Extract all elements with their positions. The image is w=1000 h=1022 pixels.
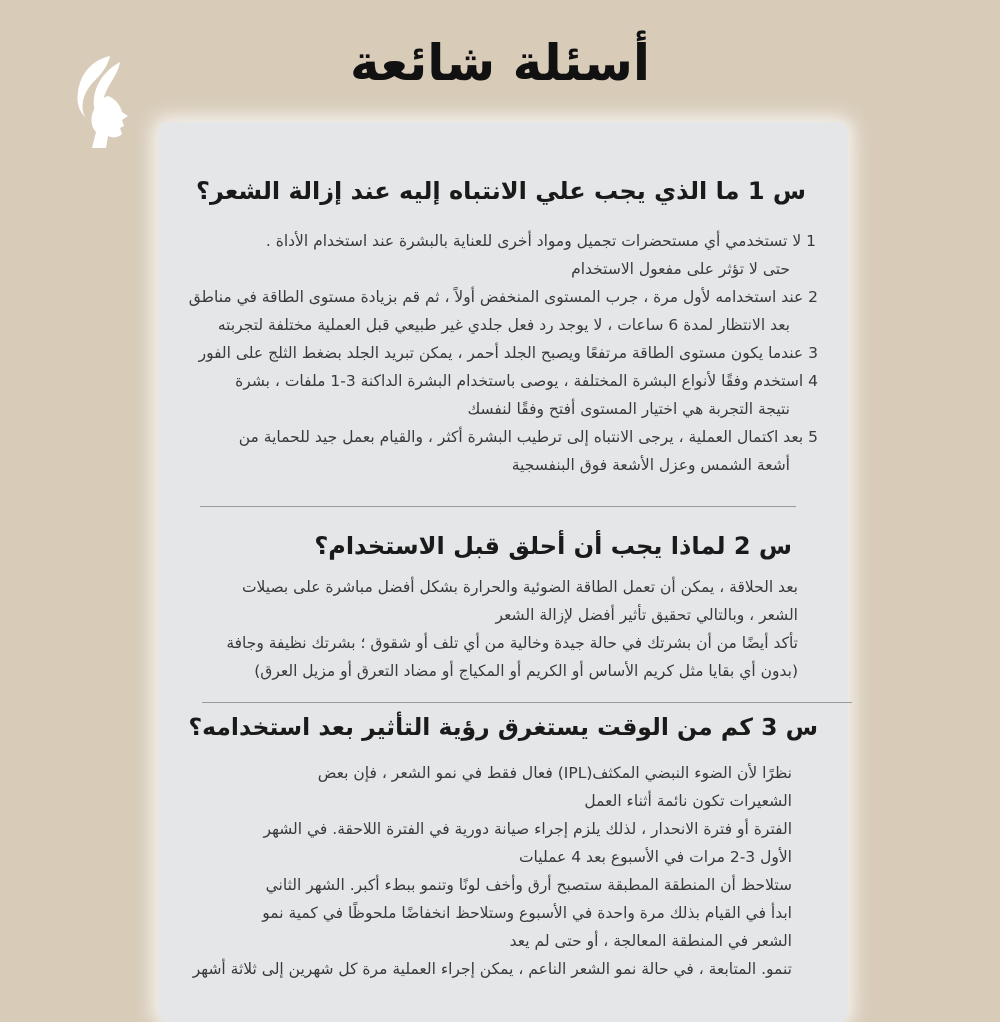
answer-line: 5 بعد اكتمال العملية ، يرجى الانتباه إلى ترطيب البشرة أكثر ، والقيام بعمل جيد للحماية من [238, 428, 818, 446]
answer-line: ابدأ في القيام بذلك مرة واحدة في الأسبوع وستلاحظ انخفاضًا ملحوظًا في كمية نمو [262, 904, 792, 922]
answer-line: حتى لا تؤثر على مفعول الاستخدام [571, 260, 790, 278]
answer-line: ستلاحظ أن المنطقة المطبقة ستصبح أرق وأخف لونًا وتنمو ببطء أكبر. الشهر الثاني [265, 876, 792, 894]
page-title: أسئلة شائعة [349, 34, 651, 92]
question-1-title: س 1 ما الذي يجب علي الانتباه إليه عند إزالة الشعر؟ [196, 177, 806, 205]
answer-line: الشعيرات تكون نائمة أثناء العمل [584, 792, 792, 810]
divider [202, 702, 852, 703]
answer-line: نظرًا لأن الضوء النبضي المكثف(IPL) فعال فقط في نمو الشعر ، فإن بعض [317, 764, 792, 782]
answer-line: تنمو. المتابعة ، في حالة نمو الشعر الناعم ، يمكن إجراء العملية مرة كل شهرين إلى ثلاثة أشهر [192, 960, 792, 978]
faq-card [158, 122, 848, 1022]
question-3-title: س 3 كم من الوقت يستغرق رؤية التأثير بعد استخدامه؟ [188, 713, 818, 741]
answer-line: الشعر في المنطقة المعالجة ، أو حتى لم يعد [509, 932, 792, 950]
answer-line: أشعة الشمس وعزل الأشعة فوق البنفسجية [511, 456, 790, 474]
answer-line: 3 عندما يكون مستوى الطاقة مرتفعًا ويصبح الجلد أحمر ، يمكن تبريد الجلد بضغط الثلج على الفور [198, 344, 818, 362]
answer-line: (بدون أي بقايا مثل كريم الأساس أو الكريم أو المكياج أو مضاد التعرق أو مزيل العرق) [254, 662, 798, 680]
woman-silhouette-logo-icon [62, 52, 142, 152]
answer-line: 1 لا تستخدمي أي مستحضرات تجميل ومواد أخرى للعناية بالبشرة عند استخدام الأداة . [265, 232, 816, 250]
answer-line: الأول 3-2 مرات في الأسبوع بعد 4 عمليات [518, 848, 792, 866]
answer-line: الفترة أو فترة الانحدار ، لذلك يلزم إجراء صيانة دورية في الفترة اللاحقة. في الشهر [263, 820, 792, 838]
answer-line: 4 استخدم وفقًا لأنواع البشرة المختلفة ، يوصى باستخدام البشرة الداكنة 3-1 ملفات ، بشرة [235, 372, 818, 390]
answer-line: نتيجة التجربة هي اختيار المستوى أفتح وفقًا لنفسك [467, 400, 790, 418]
divider [200, 506, 796, 507]
answer-line: بعد الانتظار لمدة 6 ساعات ، لا يوجد رد فعل جلدي غير طبيعي قبل العملية مختلفة لتجربته [217, 316, 790, 334]
answer-line: الشعر ، وبالتالي تحقيق تأثير أفضل لإزالة الشعر [495, 606, 798, 624]
answer-line: 2 عند استخدامه لأول مرة ، جرب المستوى المنخفض أولاً ، ثم قم بزيادة مستوى الطاقة في مناطق [188, 288, 818, 306]
question-2-title: س 2 لماذا يجب أن أحلق قبل الاستخدام؟ [314, 532, 792, 560]
answer-line: تأكد أيضًا من أن بشرتك في حالة جيدة وخالية من أي تلف أو شقوق ؛ بشرتك نظيفة وجافة [226, 634, 798, 652]
answer-line: بعد الحلاقة ، يمكن أن تعمل الطاقة الضوئية والحرارة بشكل أفضل مباشرة على بصيلات [241, 578, 798, 596]
